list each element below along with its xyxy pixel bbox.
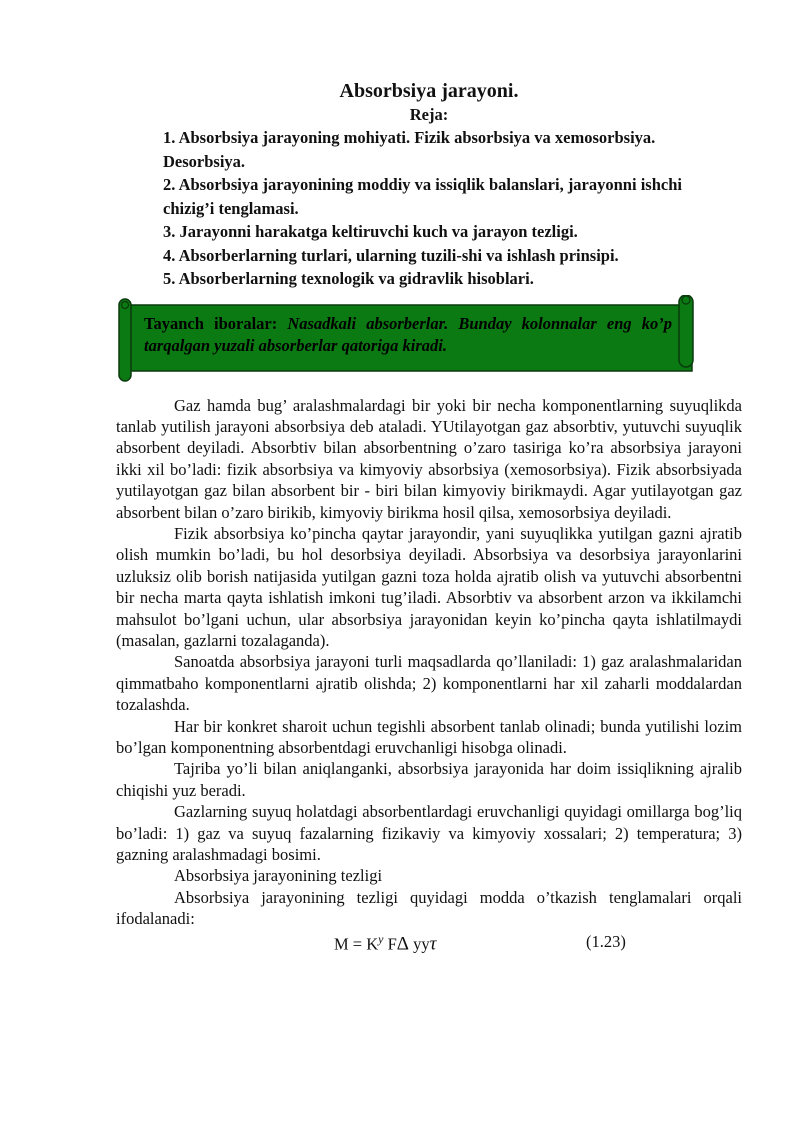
formula-f: F [387,934,397,954]
formula-yy: yy [413,934,430,954]
keywords-scroll-banner [116,295,742,387]
plan-list [116,126,742,291]
paragraph: Gazlarning suyuq holatdagi absorbentlardagi eruvchanligi quyidagi omillarga bog’liq bo’ladi: 1) gaz va suyuq fazalarning fizikaviy va kimyoviy xossalari; 2) temperatura; 3) gazning aralashmadagi bosimi. [116,802,742,865]
plan-item-2-continuation: chizig’i tenglamasi. [163,198,299,218]
scroll-left-curl [122,301,129,308]
keywords-label: Tayanch iboralar: [144,313,278,333]
formula-number: (1.23) [586,931,626,951]
scroll-right-curl [682,296,690,304]
paragraph: Gaz hamda bug’ aralashmalardagi bir yoki bir necha komponentlarning suyuqlikda tanlab yutilish jarayoni absorbsiya deb ataladi. YUtilayotgan gaz absorbtiv, yutuvchi suyuqlik absorbent deyiladi. Absorbtiv bilan absorbentning o’zaro tasiriga ko’ra absorbsiya jarayoni ikki xil bo’ladi: fizik absorbsiya va kimyoviy absorbsiya (xemosorbsiya). Fizik absorbsiyada yutilayotgan gaz bilan absorbent bir - biri bilan kimyoviy birikmaydi. Agar yutilayotgan gaz absorbent bilan o’zaro birikib, kimyoviy birikma hosil qilsa, xemosorbsiya deyiladi. [116,395,742,522]
plan-item-1: 1. Absorbsiya jarayoning mohiyati. Fizik absorbsiya va xemosorbsiya. [163,128,656,147]
formula-tau: τ [429,933,437,955]
plan-item-2: 2. Absorbsiya jarayonining moddiy va issiqlik balanslari, jarayonni ishchi [163,175,682,194]
plan-item-3: 3. Jarayonni harakatga keltiruvchi kuch va jarayon tezligi. [163,222,578,241]
formula-delta: Δ [396,933,410,955]
plan-item-5: 5. Absorberlarning texnologik va gidravlik hisoblari. [163,269,534,288]
document-title: Absorbsiya jarayoni. [339,80,519,102]
scroll-right-roll [679,295,693,367]
formula-superscript: y [378,931,384,946]
plan-heading: Reja: [409,105,449,124]
plan-item-4: 4. Absorberlarning turlari, ularning tuzili-shi va ishlash prinsipi. [163,245,619,265]
paragraph: Absorbsiya jarayonining tezligi [174,866,383,886]
document-page [116,78,742,960]
paragraph: Absorbsiya jarayonining tezligi quyidagi modda o’tkazish tenglamalari orqali ifodalanadi: [116,887,742,929]
document-body [116,395,742,930]
paragraph: Fizik absorbsiya ko’pincha qaytar jarayondir, yani suyuqlikka yutilgan gazni ajratib olish mumkin bo’ladi, bu hol desorbsiya deyiladi. Absorbsiya va desorbsiya jarayonlarini uzluksiz olib borish natijasida yutilgan gazni toza holda ajratib olish va yutuvchi absorbentni bir necha marta qayta ishlatish imkoni tug’iladi. Absorbtiv va absorbent arzon va ikkilamchi mahsulot bo’lgani uchun, ular absorbsiya jarayonidan keyin ko’pincha qayta ishlatilmaydi (masalan, gazlarni tozalaganda). [116,523,742,650]
paragraph: Tajriba yo’li bilan aniqlanganki, absorbsiya jarayonida har doim issiqlikning ajralib chiqishi yuz beradi. [116,759,742,800]
paragraph: Har bir konkret sharoit uchun tegishli absorbent tanlab olinadi; bunda yutilishi lozim bo’lgan komponentning absorbentdagi eruvchanligi hisobga olinadi. [116,716,742,757]
paragraph: Sanoatda absorbsiya jarayoni turli maqsadlarda qo’llaniladi: 1) gaz aralashmalaridan qimmatbaho komponentlarni ajratib olishda; 2) komponentlarni har xil zaharli moddalardan tozalashda. [116,652,742,715]
scroll-left-roll [119,299,131,381]
plan-item-1-continuation: Desorbsiya. [163,151,246,171]
formula-lhs: M = K [334,934,379,954]
formula-1-23 [116,930,742,960]
keywords-text: Nasadkali absorberlar. Bunday kolonnalar eng ko’p tarqalgan yuzali absorberlar qatoriga kiradi. [144,313,672,355]
keywords-text-block [144,313,672,357]
formula-expression [334,932,436,956]
